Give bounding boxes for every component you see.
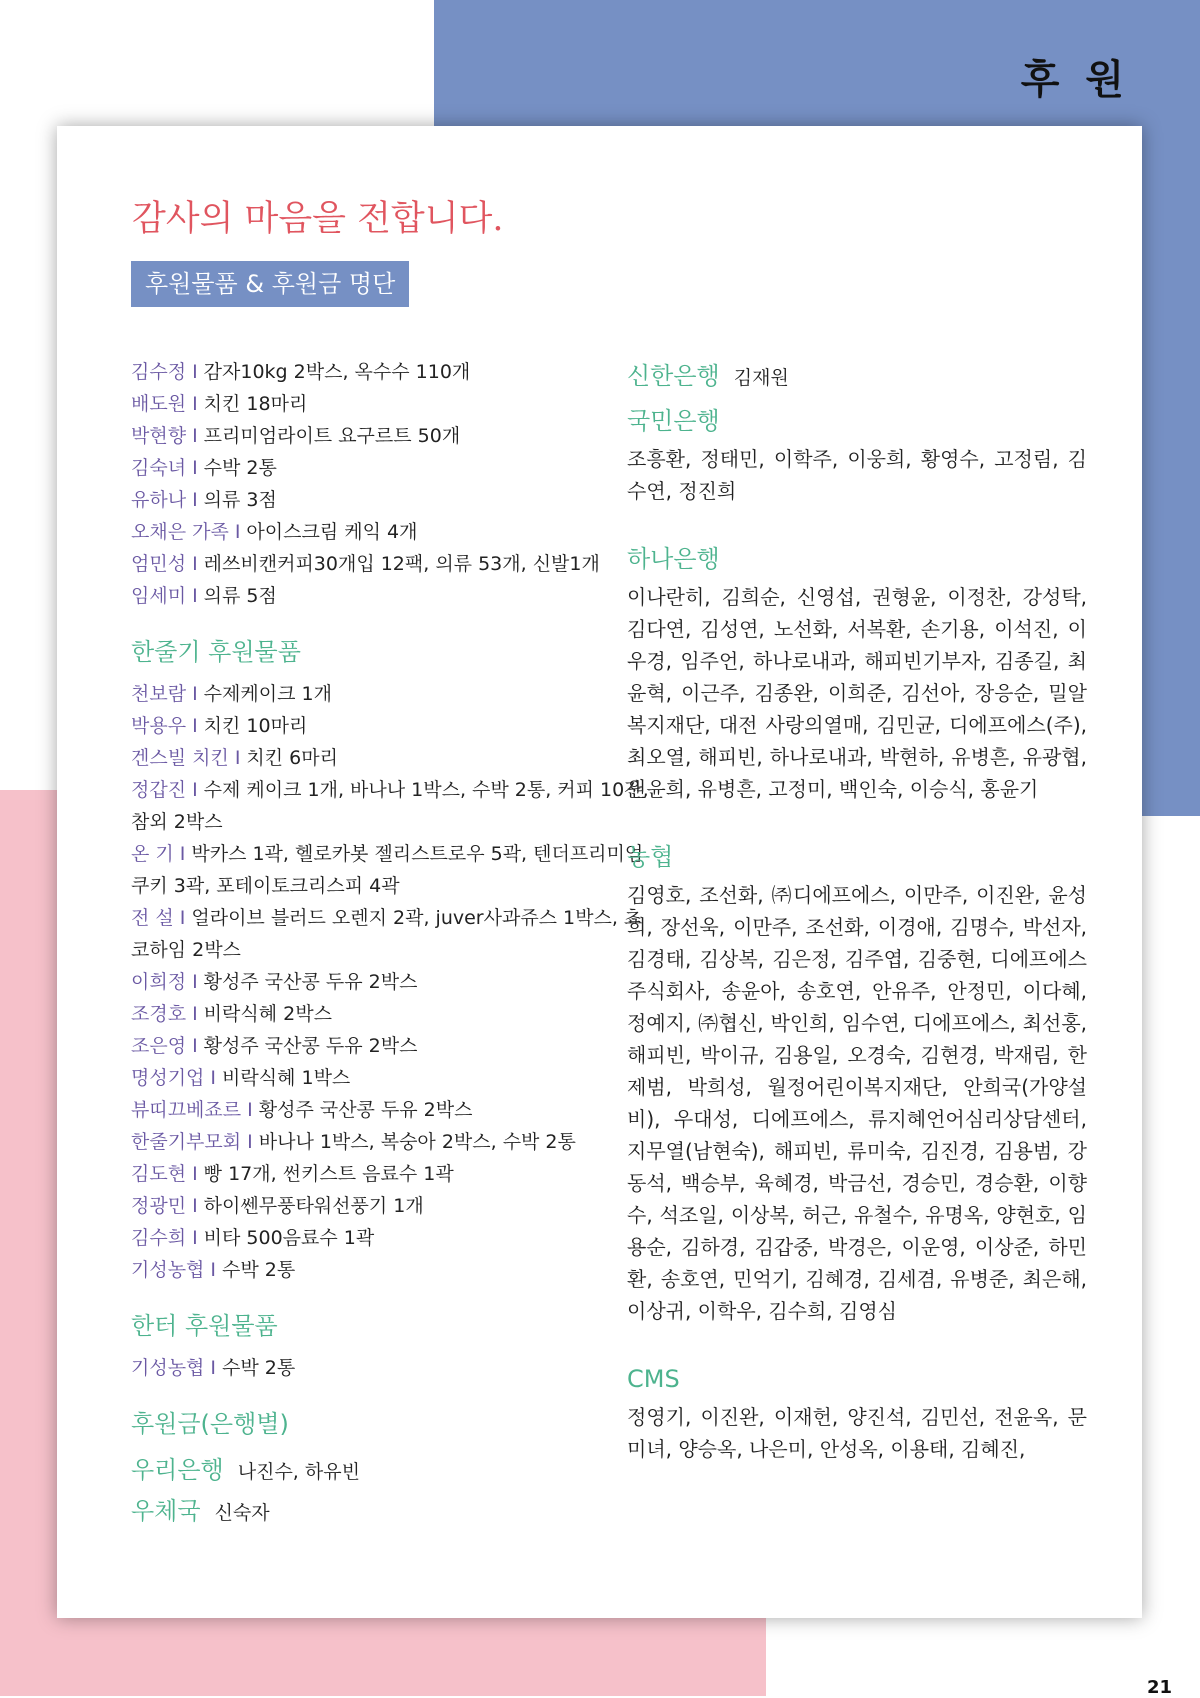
donor-row: 온 기 I 박카스 1곽, 헬로카봇 젤리스트로우 5곽, 텐더프리미엄쿠키 3곽, 포테이토크리스피 4곽 bbox=[131, 843, 644, 897]
donor-name: 정광민 bbox=[131, 1195, 187, 1217]
funds-title: 후원금(은행별) bbox=[131, 1410, 289, 1438]
donor-row: 배도원 I 치킨 18마리 bbox=[131, 393, 308, 415]
section-title: 후 원 bbox=[1020, 57, 1130, 103]
donor-row: 오채은 가족 I 아이스크림 케익 4개 bbox=[131, 521, 418, 543]
donor-name: 명성기업 bbox=[131, 1067, 205, 1089]
bank-cms-title: CMS bbox=[627, 1365, 680, 1393]
donor-name: 기성농협 bbox=[131, 1357, 205, 1379]
donor-row: 겐스빌 치킨 I 치킨 6마리 bbox=[131, 747, 338, 769]
donor-item: 수제 케이크 1개, 바나나 1박스, 수박 2통, 커피 10잔, 참외 2박스 bbox=[131, 779, 649, 833]
page-heading: 감사의 마음을 전합니다. bbox=[132, 199, 504, 239]
bank-kookmin-donors: 조흥환, 정태민, 이학주, 이웅희, 황영수, 고정림, 김수연, 정진희 bbox=[627, 447, 1087, 503]
donor-item: 비락식혜 1박스 bbox=[222, 1067, 351, 1089]
donor-row: 엄민성 I 레쓰비캔커피30개입 12팩, 의류 53개, 신발1개 bbox=[131, 553, 600, 575]
donor-name: 이희정 bbox=[131, 971, 187, 993]
donor-item: 빵 17개, 썬키스트 음료수 1곽 bbox=[203, 1163, 454, 1185]
donor-item: 얼라이브 블러드 오렌지 2곽, juver사과쥬스 1박스, 쵸코하임 2박스 bbox=[131, 907, 643, 961]
donor-name: 조경호 bbox=[131, 1003, 187, 1025]
donor-name: 전 설 bbox=[131, 907, 174, 929]
donor-name: 정갑진 bbox=[131, 779, 187, 801]
donor-item: 레쓰비캔커피30개입 12팩, 의류 53개, 신발1개 bbox=[203, 553, 600, 575]
donor-item: 의류 5점 bbox=[203, 585, 277, 607]
bank-donors: 신숙자 bbox=[214, 1502, 270, 1524]
donor-item: 수박 2통 bbox=[222, 1259, 296, 1281]
right-column bbox=[627, 356, 1087, 1465]
donor-item: 의류 3점 bbox=[203, 489, 277, 511]
donor-name: 한줄기부모회 bbox=[131, 1131, 242, 1153]
donor-row: 조은영 I 황성주 국산콩 두유 2박스 bbox=[131, 1035, 418, 1057]
donor-row: 조경호 I 비락식혜 2박스 bbox=[131, 1003, 332, 1025]
donor-name: 겐스빌 치킨 bbox=[131, 747, 229, 769]
donor-row: 박용우 I 치킨 10마리 bbox=[131, 715, 308, 737]
donor-name: 기성농협 bbox=[131, 1259, 205, 1281]
bank-nh-donors: 김영호, 조선화, ㈜디에프에스, 이만주, 이진완, 윤성희, 장선욱, 이만주, 조선화, 이경애, 김명수, 박선자, 김경태, 김상복, 김은정, 김주엽, 김중현, 디에프에스 주식회사, 송윤아, 송호연, 안유주, 안정민, 이다혜, 정예지, ㈜협신, 박인희, 임수연, 디에프에스, 최선홍, 해피빈, 박이규, 김용일, 오경숙, 김현경, 박재림, 한제범, 박희성, 월정어린이복지재단, 안희국(가양설비), 우대성, 디에프에스, 류지혜언어심리상담센터, 지무열(남현숙), 해피빈, 류미숙, 김진경, 김용범, 강동석, 백승부, 육혜경, 박금선, 경승민, 경승환, 이향수, 석조일, 이상복, 허근, 유철수, 유명옥, 양현호, 임용순, 김하경, 김갑중, 박경은, 이운영, 이상준, 하민환, 송호연, 민억기, 김혜경, 김세겸, 유병준, 최은해, 이상귀, 이학우, 김수희, 김영심 bbox=[627, 883, 1087, 1323]
list-banner: 후원물품 & 후원금 명단 bbox=[131, 261, 409, 307]
bank-post bbox=[131, 1491, 651, 1526]
donor-row: 기성농협 I 수박 2통 bbox=[131, 1357, 296, 1379]
donor-item: 수제케이크 1개 bbox=[203, 683, 332, 705]
donor-item: 박카스 1곽, 헬로카봇 젤리스트로우 5곽, 텐더프리미엄쿠키 3곽, 포테이토크리스피 4곽 bbox=[131, 843, 644, 897]
donor-item: 수박 2통 bbox=[222, 1357, 296, 1379]
donor-item: 비락식혜 2박스 bbox=[203, 1003, 332, 1025]
bank-woori bbox=[131, 1450, 651, 1485]
donor-name: 천보람 bbox=[131, 683, 187, 705]
donor-name: 임세미 bbox=[131, 585, 187, 607]
donor-item: 치킨 6마리 bbox=[246, 747, 338, 769]
donor-item: 비타 500음료수 1곽 bbox=[203, 1227, 375, 1249]
donor-name: 김도현 bbox=[131, 1163, 187, 1185]
donor-row: 임세미 I 의류 5점 bbox=[131, 585, 277, 607]
hanjulgi-title: 한줄기 후원물품 bbox=[131, 638, 301, 666]
donor-name: 김수희 bbox=[131, 1227, 187, 1249]
donor-row: 전 설 I 얼라이브 블러드 오렌지 2곽, juver사과쥬스 1박스, 쵸코하임 2박스 bbox=[131, 907, 643, 961]
bank-nh-title: 농협 bbox=[627, 843, 674, 871]
donor-item: 황성주 국산콩 두유 2박스 bbox=[203, 1035, 418, 1057]
donor-row: 뷰띠끄베죠르 I 황성주 국산콩 두유 2박스 bbox=[131, 1099, 473, 1121]
donor-item: 수박 2통 bbox=[203, 457, 277, 479]
donor-row: 김수희 I 비타 500음료수 1곽 bbox=[131, 1227, 375, 1249]
donor-row: 정갑진 I 수제 케이크 1개, 바나나 1박스, 수박 2통, 커피 10잔, 참외 2박스 bbox=[131, 779, 649, 833]
bank-hana-donors: 이나란히, 김희순, 신영섭, 권형윤, 이정찬, 강성탁, 김다연, 김성연, 노선화, 서복환, 손기용, 이석진, 이우경, 임주언, 하나로내과, 해피빈기부자, 김종길, 최윤혁, 이근주, 김종완, 이희준, 김선아, 장응순, 밀알복지재단, 대전 사랑의열매, 김민균, 디에프에스(주), 최오열, 해피빈, 하나로내과, 박현하, 유병흔, 유광협, 원윤희, 유병흔, 고정미, 백인숙, 이승식, 홍윤기 bbox=[627, 585, 1087, 801]
bank-shinhan bbox=[627, 356, 1087, 391]
donor-name: 뷰띠끄베죠르 bbox=[131, 1099, 242, 1121]
left-column bbox=[131, 356, 651, 1526]
donor-row: 명성기업 I 비락식혜 1박스 bbox=[131, 1067, 351, 1089]
donor-row: 김숙녀 I 수박 2통 bbox=[131, 457, 277, 479]
bank-donors: 나진수, 하유빈 bbox=[237, 1461, 360, 1483]
donor-item: 아이스크림 케익 4개 bbox=[246, 521, 418, 543]
bank-donors: 김재원 bbox=[733, 367, 789, 389]
donor-name: 김숙녀 bbox=[131, 457, 187, 479]
hanjulgi-list bbox=[131, 678, 651, 1286]
donor-row: 유하나 I 의류 3점 bbox=[131, 489, 277, 511]
page-number: 21 bbox=[1146, 1677, 1172, 1698]
donor-row: 천보람 I 수제케이크 1개 bbox=[131, 683, 332, 705]
donor-item: 치킨 10마리 bbox=[203, 715, 308, 737]
hanter-title: 한터 후원물품 bbox=[131, 1312, 278, 1340]
donor-item: 프리미엄라이트 요구르트 50개 bbox=[203, 425, 461, 447]
donor-name: 유하나 bbox=[131, 489, 187, 511]
donor-row: 기성농협 I 수박 2통 bbox=[131, 1259, 296, 1281]
donor-item: 황성주 국산콩 두유 2박스 bbox=[258, 1099, 473, 1121]
donor-name: 조은영 bbox=[131, 1035, 187, 1057]
donor-item: 치킨 18마리 bbox=[203, 393, 308, 415]
donor-row: 김도현 I 빵 17개, 썬키스트 음료수 1곽 bbox=[131, 1163, 454, 1185]
donor-name: 배도원 bbox=[131, 393, 187, 415]
bank-kookmin-title: 국민은행 bbox=[627, 407, 720, 435]
donor-name: 박용우 bbox=[131, 715, 187, 737]
bank-name: 신한은행 bbox=[627, 362, 720, 390]
donor-row: 박현향 I 프리미엄라이트 요구르트 50개 bbox=[131, 425, 461, 447]
donor-row: 이희정 I 황성주 국산콩 두유 2박스 bbox=[131, 971, 418, 993]
content-card bbox=[57, 126, 1142, 1618]
bank-name: 우리은행 bbox=[131, 1456, 224, 1484]
donor-row: 정광민 I 하이쎈무풍타워선풍기 1개 bbox=[131, 1195, 424, 1217]
donor-row: 한줄기부모회 I 바나나 1박스, 복숭아 2박스, 수박 2통 bbox=[131, 1131, 576, 1153]
bank-hana-title: 하나은행 bbox=[627, 545, 720, 573]
donor-name: 온 기 bbox=[131, 843, 174, 865]
donor-item: 감자10kg 2박스, 옥수수 110개 bbox=[203, 361, 471, 383]
donor-name: 오채은 가족 bbox=[131, 521, 229, 543]
bank-name: 우체국 bbox=[131, 1497, 201, 1525]
goods-list bbox=[131, 356, 651, 612]
bank-cms-donors: 정영기, 이진완, 이재헌, 양진석, 김민선, 전윤옥, 문미녀, 양승옥, 나은미, 안성옥, 이용태, 김혜진, bbox=[627, 1405, 1087, 1461]
donor-item: 하이쎈무풍타워선풍기 1개 bbox=[203, 1195, 424, 1217]
donor-item: 바나나 1박스, 복숭아 2박스, 수박 2통 bbox=[258, 1131, 576, 1153]
donor-name: 김수정 bbox=[131, 361, 187, 383]
donor-row: 김수정 I 감자10kg 2박스, 옥수수 110개 bbox=[131, 361, 471, 383]
donor-name: 엄민성 bbox=[131, 553, 187, 575]
donor-name: 박현향 bbox=[131, 425, 187, 447]
donor-item: 황성주 국산콩 두유 2박스 bbox=[203, 971, 418, 993]
